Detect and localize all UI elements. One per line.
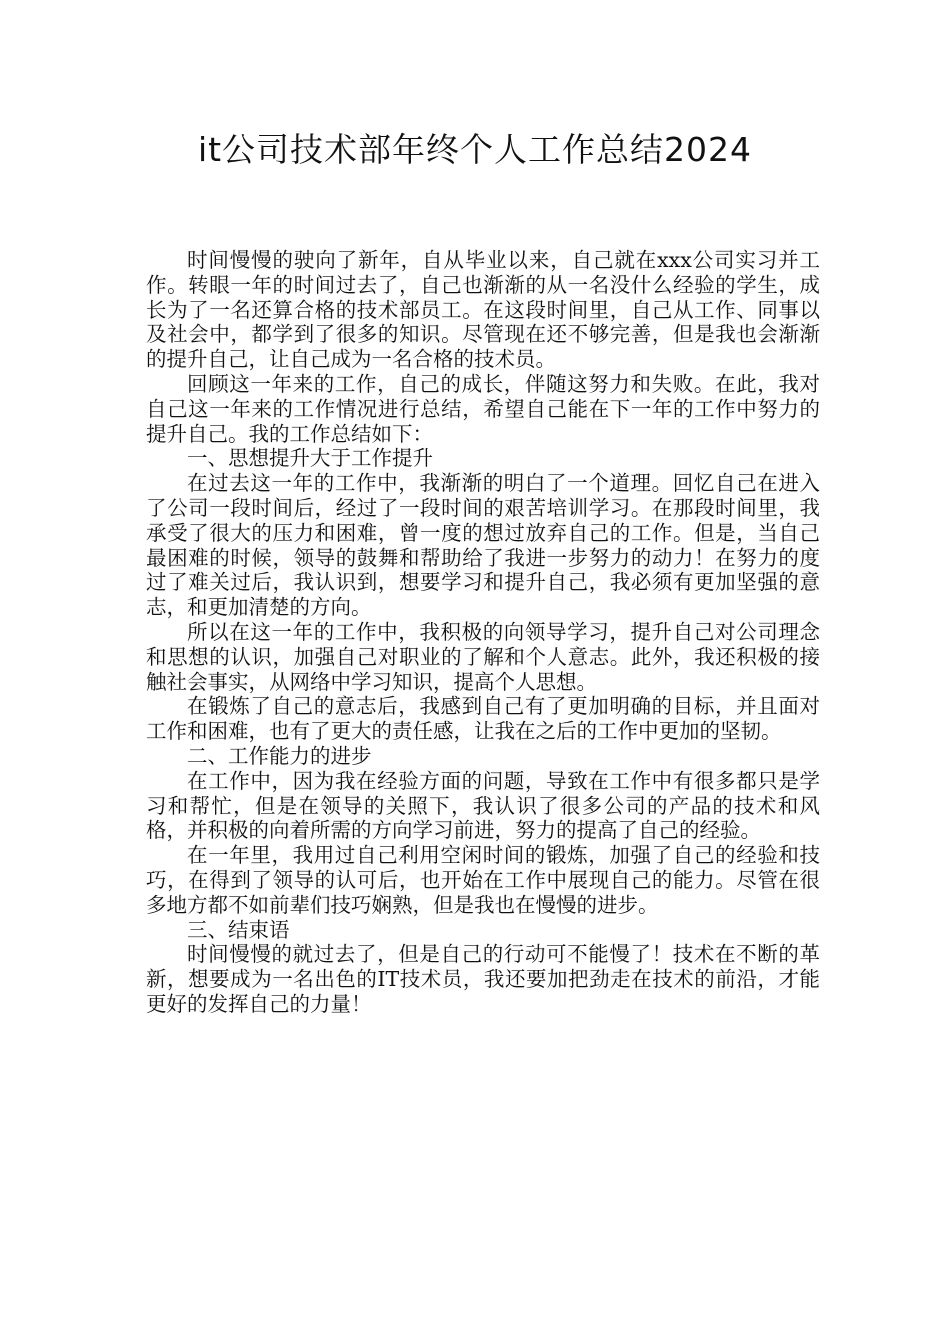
paragraph-section1-a: 在过去这一年的工作中，我渐渐的明白了一个道理。回忆自己在进入了公司一段时间后，经过了一段时间的艰苦培训学习。在那段时间里，我承受了很大的压力和困难，曾一度的想过放弃自己的工作。但是，当自己最困难的时候，领导的鼓舞和帮助给了我进一步努力的动力！在努力的度过了难关过后，我认识到，想要学习和提升自己，我必须有更加坚强的意志，和更加清楚的方向。 [146,471,820,620]
paragraph-section1-b: 所以在这一年的工作中，我积极的向领导学习，提升自己对公司理念和思想的认识，加强自己对职业的了解和个人意志。此外，我还积极的接触社会事实，从网络中学习知识，提高个人思想。 [146,619,820,694]
section-heading-2: 二、工作能力的进步 [187,743,372,768]
paragraph-section2-a: 在工作中，因为我在经验方面的问题，导致在工作中有很多都只是学习和帮忙，但是在领导的关照下，我认识了很多公司的产品的技术和风格，并积极的向着所需的方向学习前进，努力的提高了自己的经验。 [146,768,820,843]
paragraph-conclusion: 时间慢慢的就过去了，但是自己的行动可不能慢了！技术在不断的革新，想要成为一名出色的IT技术员，我还要加把劲走在技术的前沿，才能更好的发挥自己的力量！ [146,942,820,1016]
document-title: it公司技术部年终个人工作总结2024 [197,130,753,169]
section-heading-1: 一、思想提升大于工作提升 [187,446,433,471]
document-body [146,248,820,1017]
paragraph-section1-c: 在锻炼了自己的意志后，我感到自己有了更加明确的目标，并且面对工作和困难，也有了更大的责任感，让我在之后的工作中更加的坚韧。 [146,694,820,744]
paragraph-review: 回顾这一年来的工作，自己的成长，伴随这努力和失败。在此，我对自己这一年来的工作情况进行总结，希望自己能在下一年的工作中努力的提升自己。我的工作总结如下： [146,371,820,446]
paragraph-intro: 时间慢慢的驶向了新年，自从毕业以来，自己就在xxx公司实习并工作。转眼一年的时间过去了，自己也渐渐的从一名没什么经验的学生，成长为了一名还算合格的技术部员工。在这段时间里，自己从工作、同事以及社会中，都学到了很多的知识。尽管现在还不够完善，但是我也会渐渐的提升自己，让自己成为一名合格的技术员。 [146,248,820,372]
paragraph-section2-b: 在一年里，我用过自己利用空闲时间的锻炼，加强了自己的经验和技巧，在得到了领导的认可后，也开始在工作中展现自己的能力。尽管在很多地方都不如前辈们技巧娴熟，但是我也在慢慢的进步。 [146,843,820,917]
section-heading-3: 三、结束语 [187,917,290,942]
